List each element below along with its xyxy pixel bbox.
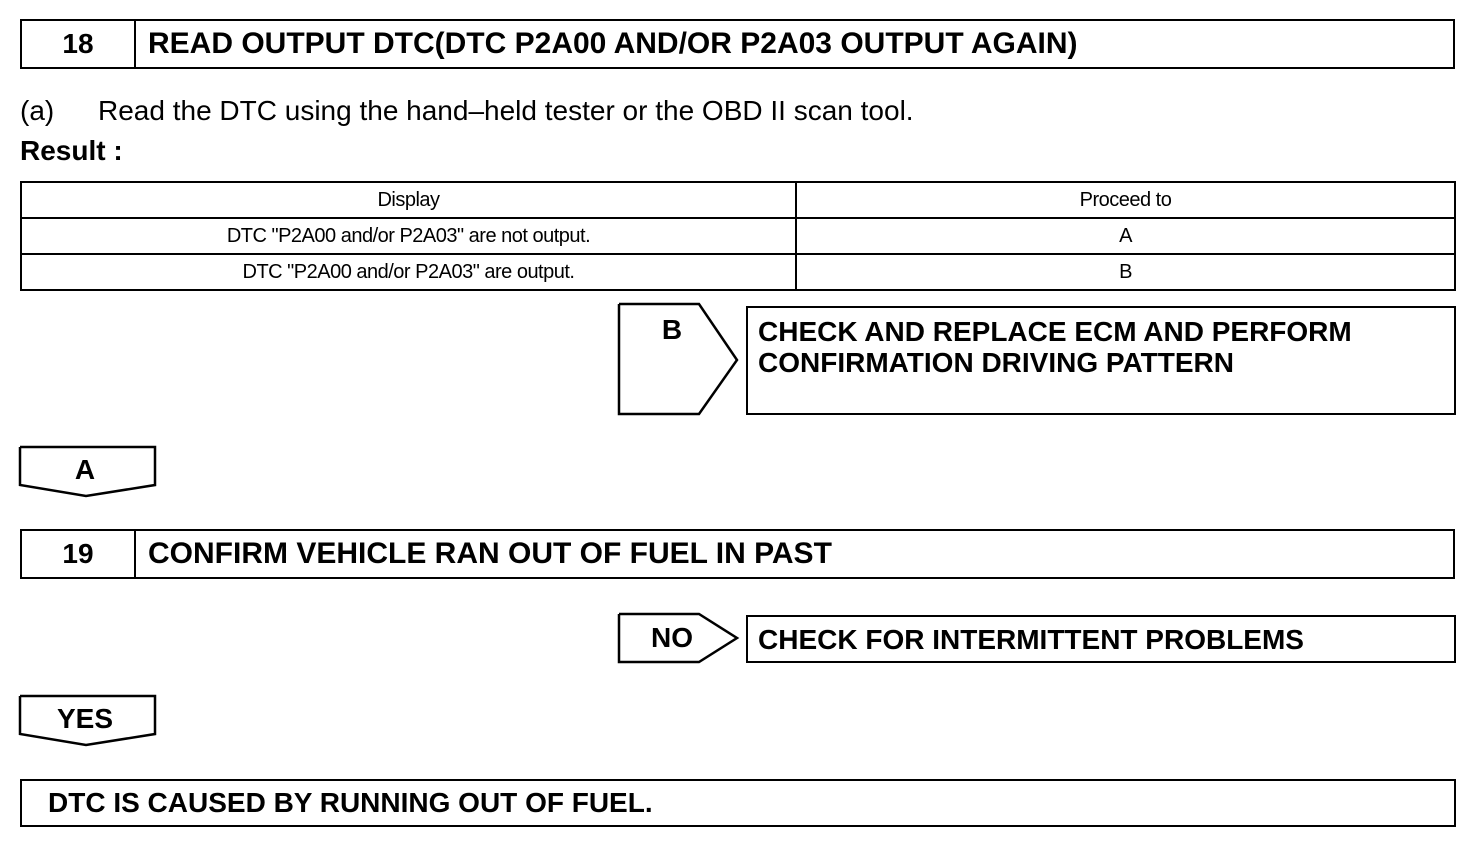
- branch-b-action-line1: CHECK AND REPLACE ECM AND PERFORM: [758, 316, 1352, 347]
- table-row: [21, 254, 1455, 290]
- step-19-header: [20, 529, 1455, 579]
- table-row: [21, 218, 1455, 254]
- proceed-cell: A: [796, 218, 1455, 254]
- branch-no-action-text: CHECK FOR INTERMITTENT PROBLEMS: [758, 624, 1304, 655]
- branch-b-action-box: [746, 306, 1456, 415]
- branch-no-letter: NO: [651, 622, 693, 653]
- branch-yes-letter: YES: [56, 703, 114, 734]
- branch-b-letter: B: [661, 314, 683, 345]
- proceed-cell: B: [796, 254, 1455, 290]
- instruction-label: (a): [20, 95, 55, 126]
- result-table: [20, 181, 1456, 291]
- step-number: 19: [22, 531, 136, 577]
- branch-no-action-box: [746, 615, 1456, 663]
- step-number: 18: [22, 21, 136, 67]
- result-label: Result :: [20, 135, 123, 166]
- display-cell: DTC "P2A00 and/or P2A03" are not output.: [21, 218, 796, 254]
- final-conclusion-box: [20, 779, 1456, 827]
- instruction-text: Read the DTC using the hand–held tester or the OBD II scan tool.: [98, 95, 914, 126]
- column-header-display: Display: [21, 182, 796, 218]
- step-title: CONFIRM VEHICLE RAN OUT OF FUEL IN PAST: [148, 537, 832, 570]
- final-conclusion-text: DTC IS CAUSED BY RUNNING OUT OF FUEL.: [48, 787, 653, 818]
- instruction: [20, 95, 914, 127]
- branch-b-action-line2: CONFIRMATION DRIVING PATTERN: [758, 347, 1234, 378]
- branch-a-letter: A: [74, 454, 96, 485]
- step-title: READ OUTPUT DTC(DTC P2A00 AND/OR P2A03 OUTPUT AGAIN): [148, 27, 1078, 60]
- display-cell: DTC "P2A00 and/or P2A03" are output.: [21, 254, 796, 290]
- column-header-proceed: Proceed to: [796, 182, 1455, 218]
- table-header-row: [21, 182, 1455, 218]
- step-18-header: [20, 19, 1455, 69]
